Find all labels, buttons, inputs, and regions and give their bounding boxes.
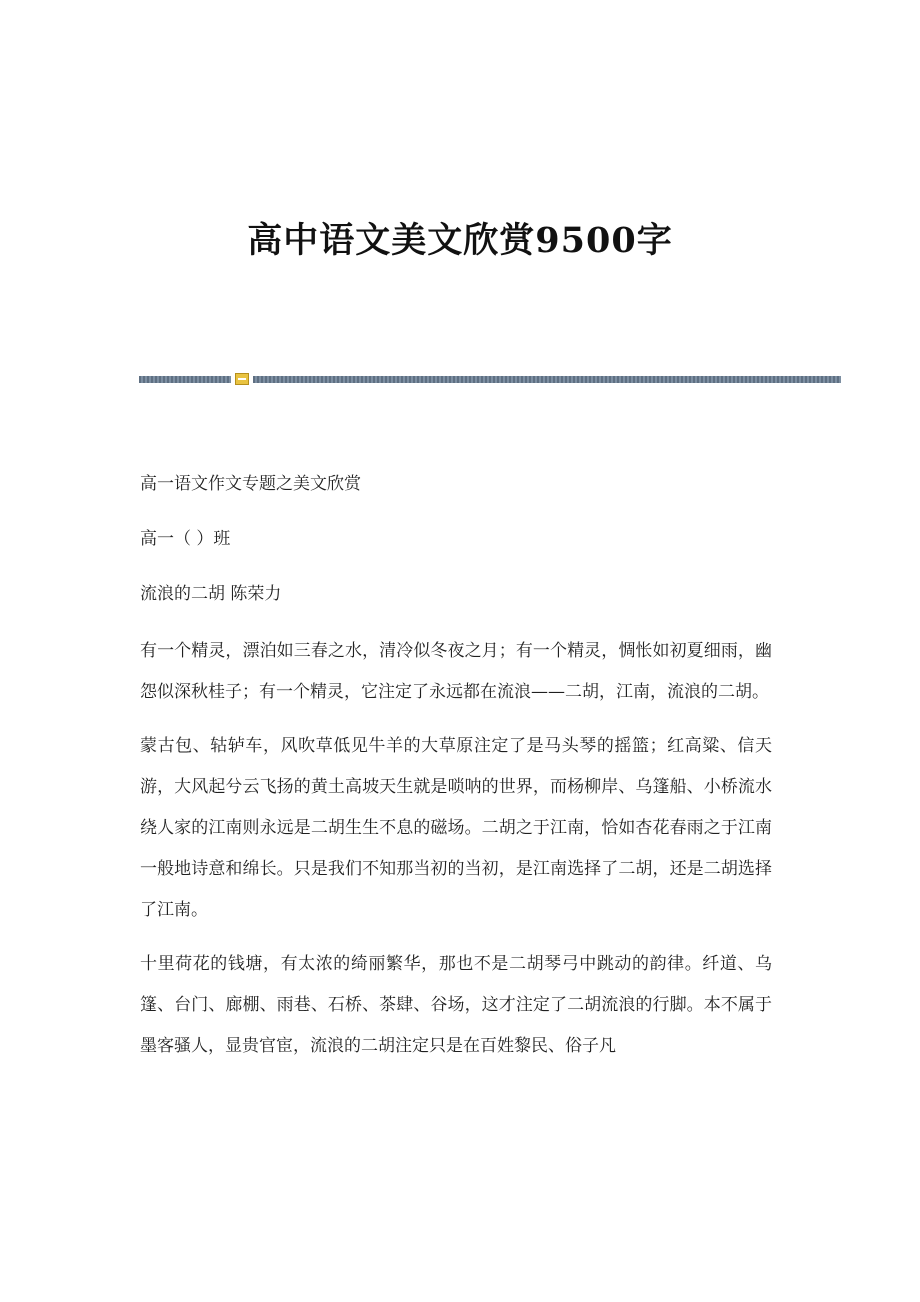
page-title: 高中语文美文欣赏9500字 <box>247 220 673 261</box>
subtitle-line: 高一语文作文专题之美文欣赏 <box>140 474 361 494</box>
paragraph-2: 蒙古包、轱轳车，风吹草低见牛羊的大草原注定了是马头琴的摇篮；红高粱、信天游，大风起兮云飞扬的黄土高坡天生就是唢呐的世界，而杨柳岸、乌篷船、小桥流水绕人家的江南则永远是二胡生生不息的磁场。二胡之于江南，恰如杏花春雨之于江南一般地诗意和绵长。只是我们不知那当初的当初，是江南选择了二胡，还是二胡选择了江南。 <box>140 736 772 920</box>
divider-bar-left <box>139 376 231 383</box>
paragraph-1: 有一个精灵，漂泊如三春之水，清冷似冬夜之月；有一个精灵，惆怅如初夏细雨，幽怨似深秋桂子；有一个精灵，它注定了永远都在流浪——二胡，江南，流浪的二胡。 <box>140 641 772 702</box>
divider-bar-right <box>253 376 841 383</box>
paragraph-3: 十里荷花的钱塘，有太浓的绮丽繁华，那也不是二胡琴弓中跳动的韵律。纤道、乌篷、台门、廊棚、雨巷、石桥、茶肆、谷场，这才注定了二胡流浪的行脚。本不属于墨客骚人，显贵官宦，流浪的二胡注定只是在百姓黎民、俗子凡 <box>140 954 772 1056</box>
class-line: 高一（ ）班 <box>140 529 231 549</box>
title-divider <box>139 372 841 386</box>
document-body <box>140 466 772 1080</box>
article-title-author: 流浪的二胡 陈荣力 <box>140 584 282 604</box>
divider-ornament-icon <box>235 373 249 385</box>
